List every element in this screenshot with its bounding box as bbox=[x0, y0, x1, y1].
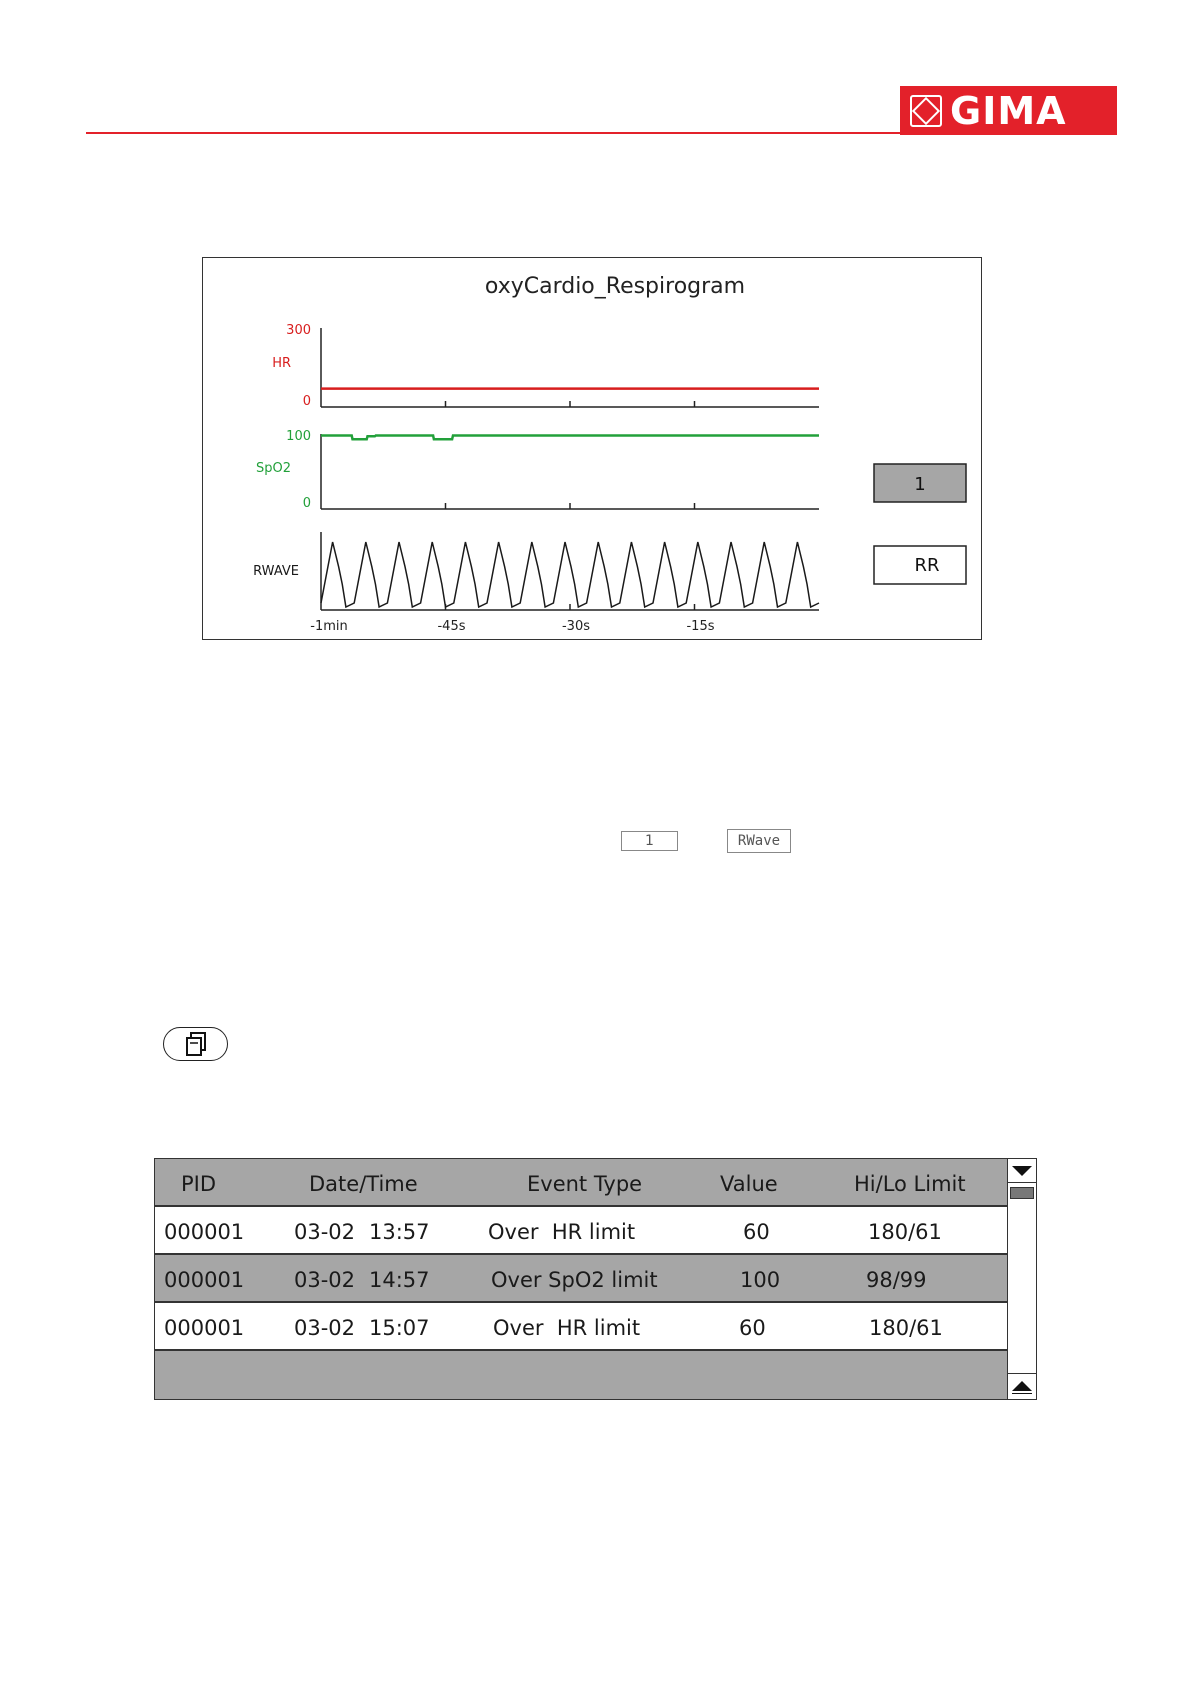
copy-icon bbox=[182, 1030, 210, 1058]
respirogram-chart bbox=[202, 257, 982, 640]
gima-emblem-icon bbox=[910, 95, 942, 127]
cell-time: 13:57 bbox=[369, 1220, 430, 1244]
triangle-down-icon bbox=[1011, 1164, 1033, 1178]
chart-title: oxyCardio_Respirogram bbox=[484, 274, 746, 299]
copy-button[interactable] bbox=[163, 1027, 228, 1061]
x-tick-label: -1min bbox=[310, 619, 348, 634]
table-header-row bbox=[155, 1159, 1007, 1207]
cell-value: 60 bbox=[743, 1220, 770, 1244]
cell-date: 03-02 bbox=[294, 1316, 356, 1340]
series-line-spo2 bbox=[321, 436, 819, 440]
cell-time: 14:57 bbox=[369, 1268, 430, 1292]
column-header-limit: Hi/Lo Limit bbox=[854, 1172, 966, 1196]
cell-event: Over HR limit bbox=[493, 1316, 641, 1340]
cell-event: Over HR limit bbox=[488, 1220, 636, 1244]
scroll-thumb[interactable] bbox=[1010, 1187, 1034, 1199]
table-empty-row bbox=[155, 1351, 1007, 1399]
cell-limit: 180/61 bbox=[869, 1316, 943, 1340]
respirogram-svg bbox=[203, 258, 983, 641]
cell-limit: 180/61 bbox=[868, 1220, 942, 1244]
table-row[interactable] bbox=[155, 1303, 1007, 1351]
cell-limit: 98/99 bbox=[866, 1268, 927, 1292]
series-line-rwave bbox=[321, 542, 819, 607]
cell-value: 100 bbox=[740, 1268, 781, 1292]
column-header-event-type: Event Type bbox=[527, 1172, 643, 1196]
cell-date: 03-02 bbox=[294, 1268, 356, 1292]
column-header-datetime: Date/Time bbox=[309, 1172, 418, 1196]
panel-label-hr: HR bbox=[272, 356, 291, 371]
cell-value: 60 bbox=[739, 1316, 766, 1340]
y-max-label-spo2: 100 bbox=[286, 429, 311, 444]
column-header-value: Value bbox=[720, 1172, 778, 1196]
panel-label-spo2: SpO2 bbox=[255, 461, 291, 476]
scroll-up-button[interactable] bbox=[1008, 1373, 1036, 1399]
cell-pid: 000001 bbox=[164, 1220, 245, 1244]
panel-label-rwave: RWAVE bbox=[253, 564, 299, 579]
column-header-pid: PID bbox=[181, 1172, 217, 1196]
cell-event: Over SpO2 limit bbox=[491, 1268, 658, 1292]
cell-pid: 000001 bbox=[164, 1268, 245, 1292]
side-button-1-label: 1 bbox=[914, 474, 926, 495]
cell-date: 03-02 bbox=[294, 1220, 356, 1244]
cell-pid: 000001 bbox=[164, 1316, 245, 1340]
scroll-down-button[interactable] bbox=[1008, 1159, 1036, 1183]
inline-box-1: 1 bbox=[621, 831, 678, 851]
inline-box-rwave: RWave bbox=[727, 829, 791, 853]
table-row[interactable] bbox=[155, 1255, 1007, 1303]
table-row[interactable] bbox=[155, 1207, 1007, 1255]
table-scrollbar[interactable] bbox=[1007, 1159, 1036, 1399]
x-tick-label: -15s bbox=[686, 619, 715, 634]
y-min-label-spo2: 0 bbox=[302, 496, 311, 511]
brand-name: GIMA bbox=[950, 88, 1067, 133]
side-button-rr-label: RR bbox=[914, 555, 940, 576]
y-min-label-hr: 0 bbox=[302, 394, 311, 409]
alarm-event-table bbox=[154, 1158, 1037, 1400]
x-tick-label: -30s bbox=[561, 619, 591, 634]
cell-time: 15:07 bbox=[369, 1316, 430, 1340]
x-tick-label: -45s bbox=[437, 619, 466, 634]
y-max-label-hr: 300 bbox=[286, 323, 311, 338]
triangle-up-icon bbox=[1011, 1379, 1033, 1395]
gima-logo bbox=[900, 86, 1117, 135]
